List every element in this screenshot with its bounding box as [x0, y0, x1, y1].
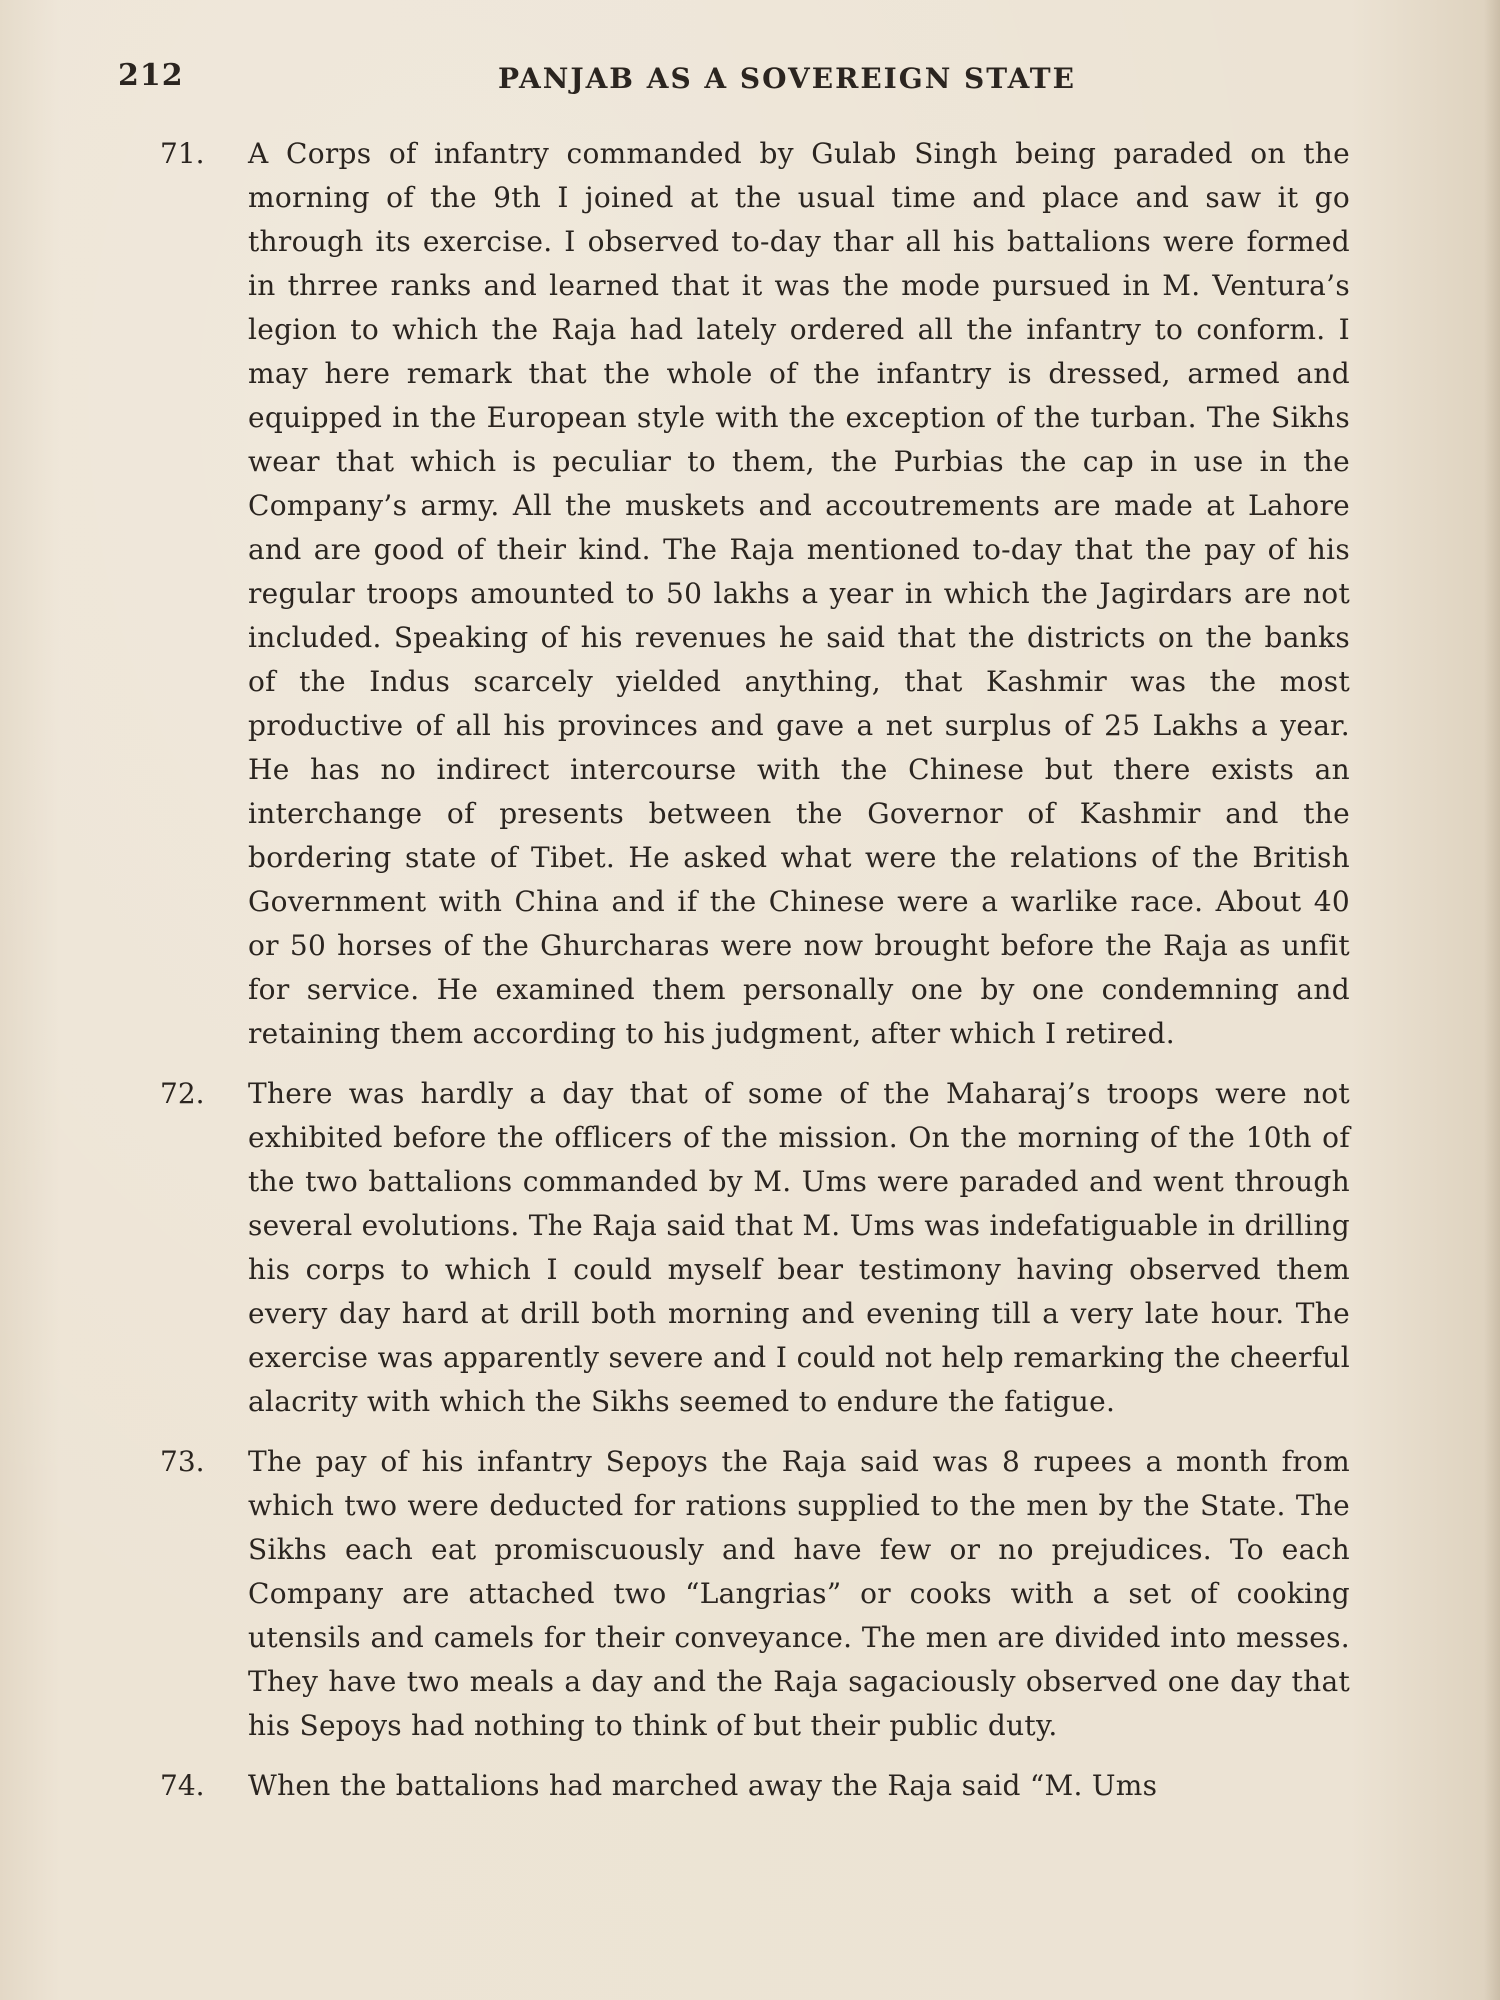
paragraph-number: 71. [160, 137, 205, 170]
running-head: PANJAB AS A SOVEREIGN STATE [498, 62, 1076, 95]
paragraph-text: There was hardly a day that of some of the Maharaj’s troops were not exhibited before the offlicers of the mission. On the morning of the 10th of the two battalions commanded by M. Ums were paraded and went through several evolutions. The Raja said that M. Ums was indefatiguable in drilling his corps to which I could myself bear testimony having observed them every day hard at drill both morning and evening till a very late hour. The exercise was apparently severe and I could not help remarking the cheerful alacrity with which the Sikhs seemed to endure the fatigue. [248, 1077, 1350, 1418]
paragraph-74 [160, 1764, 1350, 1808]
paragraph-number: 72. [160, 1077, 205, 1110]
body-text [160, 132, 1350, 1824]
page-header [118, 58, 1368, 108]
paragraph-number: 73. [160, 1445, 205, 1478]
paragraph-text: The pay of his infantry Sepoys the Raja said was 8 rupees a month from which two were deducted for rations supplied to the men by the State. The Sikhs each eat promiscuously and have few or no prejudices. To each Company are attached two “Langrias” or cooks with a set of cooking utensils and camels for their conveyance. The men are divided into messes. They have two meals a day and the Raja sagaciously observed one day that his Sepoys had nothing to think of but their public duty. [248, 1445, 1350, 1742]
page-number: 212 [118, 58, 184, 93]
paragraph-71 [160, 132, 1350, 1056]
paragraph-text: When the battalions had marched away the Raja said “M. Ums [248, 1769, 1158, 1802]
page-edge-shadow [1484, 0, 1500, 2000]
paragraph-72 [160, 1072, 1350, 1424]
paragraph-73 [160, 1440, 1350, 1748]
paragraph-text: A Corps of infantry commanded by Gulab Singh being paraded on the morning of the 9th I joined at the usual time and place and saw it go through its exercise. I observed to-day thar all his battalions were formed in thrree ranks and learned that it was the mode pursued in M. Ventura’s legion to which the Raja had lately ordered all the infantry to conform. I may here remark that the whole of the infantry is dressed, armed and equipped in the European style with the exception of the turban. The Sikhs wear that which is peculiar to them, the Purbias the cap in use in the Company’s army. All the muskets and accoutrements are made at Lahore and are good of their kind. The Raja mentioned to-day that the pay of his regular troops amounted to 50 lakhs a year in which the Jagirdars are not included. Speaking of his revenues he said that the districts on the banks of the Indus scarcely yielded anything, that Kashmir was the most productive of all his provinces and gave a net surplus of 25 Lakhs a year. He has no indirect intercourse with the Chinese but there exists an interchange of presents between the Governor of Kashmir and the bordering state of Tibet. He asked what were the relations of the British Government with China and if the Chinese were a warlike race. About 40 or 50 horses of the Ghurcharas were now brought before the Raja as unfit for service. He examined them personally one by one condemning and retaining them according to his judgment, after which I retired. [248, 137, 1350, 1050]
paragraph-number: 74. [160, 1769, 205, 1802]
